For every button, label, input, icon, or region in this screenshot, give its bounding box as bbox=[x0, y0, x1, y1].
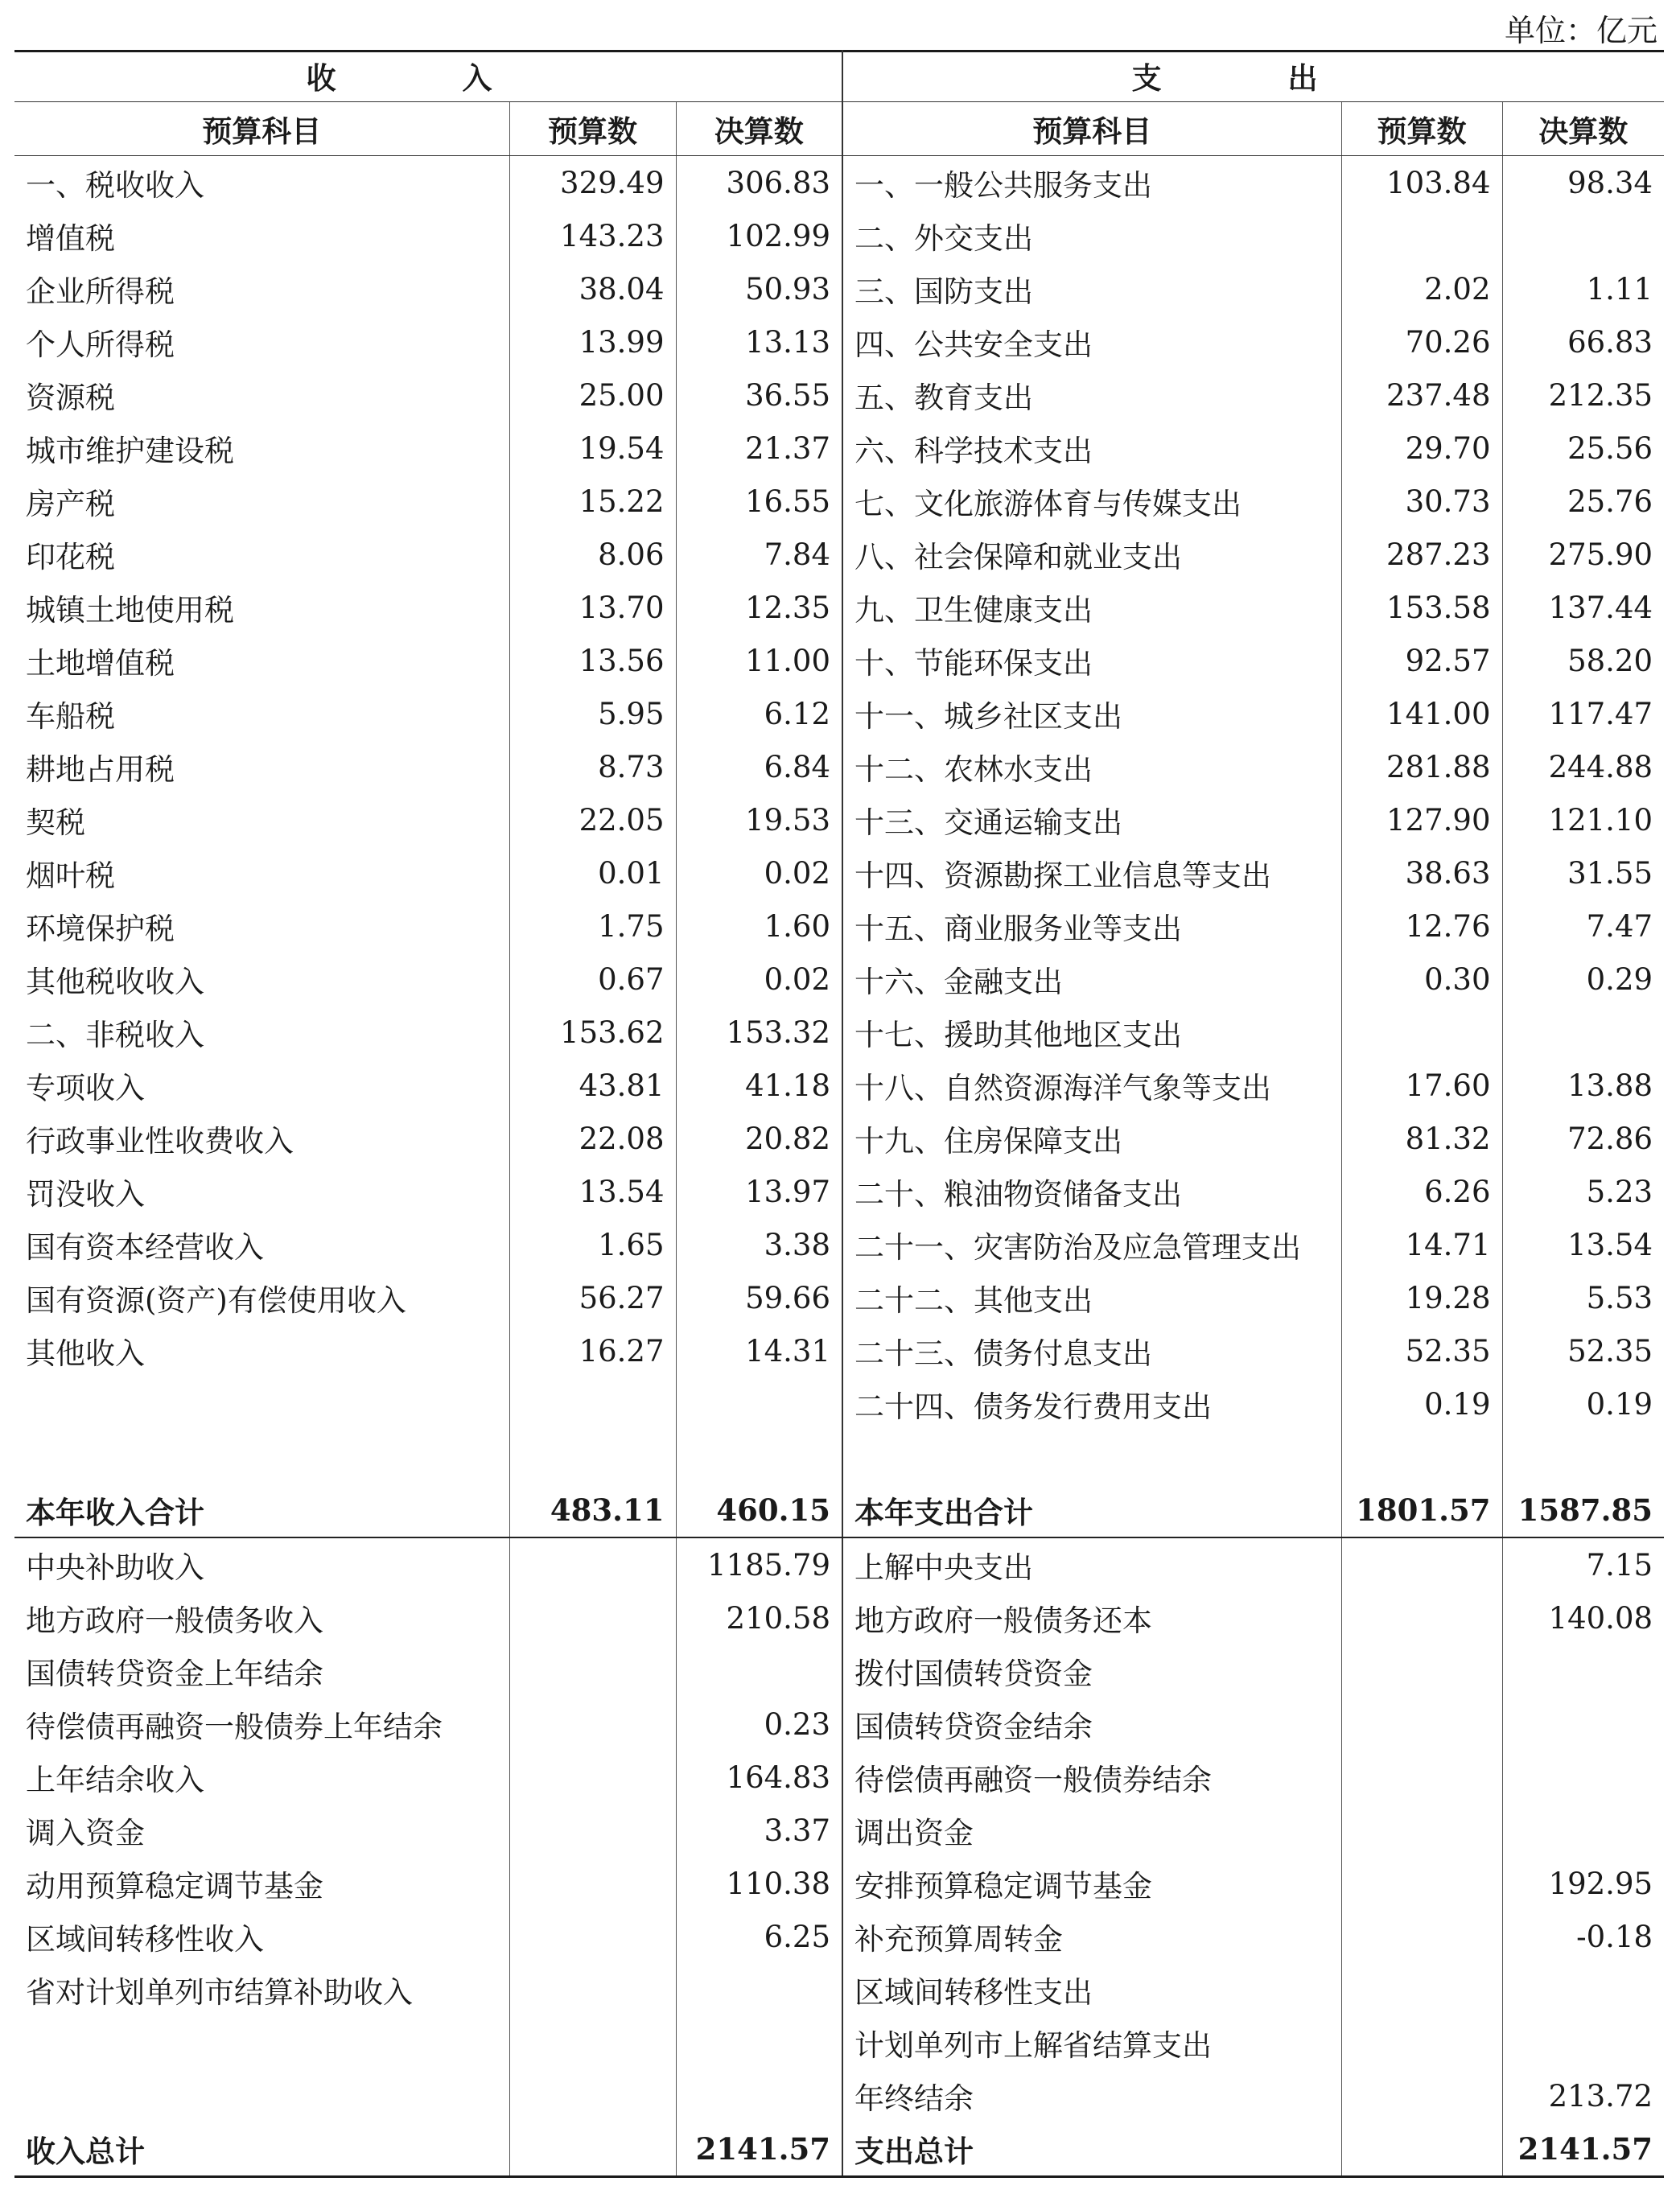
expense-item: 年终结余 bbox=[842, 2069, 1341, 2122]
income-item bbox=[14, 1430, 509, 1484]
expense-final: 0.19 bbox=[1502, 1377, 1664, 1430]
income-item: 二、非税收入 bbox=[26, 1018, 204, 1052]
income-final: 19.53 bbox=[676, 793, 842, 846]
table-row bbox=[14, 899, 1664, 953]
income-final: 3.38 bbox=[676, 1218, 842, 1271]
income-item bbox=[14, 1377, 509, 1430]
expense-item: 国债转贷资金结余 bbox=[842, 1698, 1341, 1751]
table-row bbox=[14, 953, 1664, 1006]
header-income-final: 决算数 bbox=[676, 102, 842, 156]
income-budget: 22.08 bbox=[509, 1112, 676, 1165]
expense-item: 十八、自然资源海洋气象等支出 bbox=[842, 1059, 1341, 1112]
table-row bbox=[14, 740, 1664, 793]
income-total-value: 2141.57 bbox=[676, 2122, 842, 2175]
header-income-budget: 预算数 bbox=[509, 102, 676, 156]
section-income-label: 收 入 bbox=[14, 50, 842, 102]
expense-budget bbox=[1341, 2069, 1502, 2122]
expense-final: 1587.85 bbox=[1502, 1484, 1664, 1537]
expense-budget: 12.76 bbox=[1341, 899, 1502, 953]
income-final: 13.13 bbox=[676, 315, 842, 368]
expense-item: 调出资金 bbox=[842, 1804, 1341, 1857]
expense-final: 66.83 bbox=[1502, 315, 1664, 368]
table-row bbox=[14, 422, 1664, 475]
income-budget: 8.06 bbox=[509, 528, 676, 581]
income-final: 6.12 bbox=[676, 687, 842, 740]
expense-final: -0.18 bbox=[1502, 1910, 1664, 1963]
expense-budget: 6.26 bbox=[1341, 1165, 1502, 1218]
income-final: 153.32 bbox=[676, 1006, 842, 1059]
expense-budget: 38.63 bbox=[1341, 846, 1502, 899]
expense-item: 地方政府一般债务还本 bbox=[842, 1591, 1341, 1644]
table-row bbox=[14, 1484, 1664, 1537]
income-item: 城市维护建设税 bbox=[26, 434, 234, 468]
transfer-row bbox=[14, 2016, 1664, 2069]
income-item: 省对计划单列市结算补助收入 bbox=[26, 1975, 413, 2010]
table-row bbox=[14, 1006, 1664, 1059]
expense-item: 拨付国债转贷资金 bbox=[842, 1644, 1341, 1698]
income-item bbox=[14, 2069, 509, 2122]
expense-final: 25.76 bbox=[1502, 475, 1664, 528]
expense-final bbox=[1502, 1751, 1664, 1804]
income-item: 土地增值税 bbox=[26, 646, 175, 681]
transfer-row bbox=[14, 1698, 1664, 1751]
transfer-row bbox=[14, 1537, 1664, 1591]
expense-budget bbox=[1341, 1591, 1502, 1644]
income-budget: 0.01 bbox=[509, 846, 676, 899]
expense-item: 十五、商业服务业等支出 bbox=[842, 899, 1341, 953]
expense-item: 二十三、债务付息支出 bbox=[842, 1324, 1341, 1377]
expense-budget: 103.84 bbox=[1341, 156, 1502, 210]
expense-item: 四、公共安全支出 bbox=[842, 315, 1341, 368]
expense-budget: 14.71 bbox=[1341, 1218, 1502, 1271]
expense-item: 十三、交通运输支出 bbox=[842, 793, 1341, 846]
income-budget: 19.54 bbox=[509, 422, 676, 475]
income-item: 国债转贷资金上年结余 bbox=[26, 1657, 323, 1691]
expense-total-value: 2141.57 bbox=[1502, 2122, 1664, 2175]
expense-final bbox=[1502, 209, 1664, 262]
income-item: 车船税 bbox=[26, 699, 115, 734]
income-item: 动用预算稳定调节基金 bbox=[26, 1869, 323, 1904]
expense-budget: 141.00 bbox=[1341, 687, 1502, 740]
income-final: 7.84 bbox=[676, 528, 842, 581]
income-final: 1.60 bbox=[676, 899, 842, 953]
expense-final: 137.44 bbox=[1502, 581, 1664, 634]
table-row bbox=[14, 1271, 1664, 1324]
income-final bbox=[676, 2069, 842, 2122]
expense-item: 二十、粮油物资储备支出 bbox=[842, 1165, 1341, 1218]
table-row bbox=[14, 1218, 1664, 1271]
income-item: 专项收入 bbox=[26, 1071, 145, 1105]
income-final: 164.83 bbox=[676, 1751, 842, 1804]
section-header-row bbox=[14, 50, 1664, 102]
unit-label: 单位：亿元 bbox=[1504, 13, 1657, 48]
expense-final: 5.53 bbox=[1502, 1271, 1664, 1324]
header-income-item: 预算科目 bbox=[14, 102, 509, 156]
income-budget bbox=[509, 1377, 676, 1430]
income-budget: 43.81 bbox=[509, 1059, 676, 1112]
income-final: 110.38 bbox=[676, 1857, 842, 1910]
expense-budget: 0.30 bbox=[1341, 953, 1502, 1006]
income-item: 行政事业性收费收入 bbox=[26, 1124, 294, 1159]
income-budget: 329.49 bbox=[509, 156, 676, 210]
expense-item: 十四、资源勘探工业信息等支出 bbox=[842, 846, 1341, 899]
expense-item: 本年支出合计 bbox=[842, 1484, 1341, 1537]
income-final bbox=[676, 1430, 842, 1484]
income-budget: 13.99 bbox=[509, 315, 676, 368]
income-budget: 1.65 bbox=[509, 1218, 676, 1271]
income-final: 0.02 bbox=[676, 953, 842, 1006]
expense-budget: 81.32 bbox=[1341, 1112, 1502, 1165]
income-final: 36.55 bbox=[676, 368, 842, 422]
table-row bbox=[14, 1165, 1664, 1218]
income-budget: 25.00 bbox=[509, 368, 676, 422]
income-budget bbox=[509, 2016, 676, 2069]
income-total-label: 收入总计 bbox=[26, 2134, 145, 2169]
expense-budget: 17.60 bbox=[1341, 1059, 1502, 1112]
expense-item: 三、国防支出 bbox=[842, 262, 1341, 315]
expense-final bbox=[1502, 1963, 1664, 2016]
transfer-row bbox=[14, 2069, 1664, 2122]
income-final bbox=[676, 1644, 842, 1698]
income-budget: 16.27 bbox=[509, 1324, 676, 1377]
income-item: 国有资本经营收入 bbox=[26, 1230, 264, 1265]
expense-budget bbox=[1341, 1644, 1502, 1698]
income-final: 20.82 bbox=[676, 1112, 842, 1165]
expense-final: 213.72 bbox=[1502, 2069, 1664, 2122]
expense-budget bbox=[1341, 1963, 1502, 2016]
transfer-row bbox=[14, 1644, 1664, 1698]
expense-item bbox=[842, 1430, 1341, 1484]
income-budget: 56.27 bbox=[509, 1271, 676, 1324]
expense-item: 待偿债再融资一般债券结余 bbox=[842, 1751, 1341, 1804]
income-item: 调入资金 bbox=[26, 1816, 145, 1850]
expense-final bbox=[1502, 1006, 1664, 1059]
expense-final: 58.20 bbox=[1502, 634, 1664, 687]
income-budget: 1.75 bbox=[509, 899, 676, 953]
income-item: 城镇土地使用税 bbox=[26, 593, 234, 628]
income-item: 地方政府一般债务收入 bbox=[26, 1603, 323, 1638]
income-item: 契税 bbox=[26, 805, 85, 840]
expense-item: 十一、城乡社区支出 bbox=[842, 687, 1341, 740]
table-row bbox=[14, 368, 1664, 422]
column-header-row bbox=[14, 102, 1664, 156]
income-item: 资源税 bbox=[26, 381, 115, 415]
expense-final: 13.54 bbox=[1502, 1218, 1664, 1271]
income-budget bbox=[509, 1804, 676, 1857]
expense-budget: 1801.57 bbox=[1341, 1484, 1502, 1537]
transfer-row bbox=[14, 1591, 1664, 1644]
budget-table bbox=[14, 50, 1664, 2175]
table-row bbox=[14, 262, 1664, 315]
income-item: 增值税 bbox=[26, 221, 115, 256]
expense-final: 7.47 bbox=[1502, 899, 1664, 953]
expense-item: 九、卫生健康支出 bbox=[842, 581, 1341, 634]
income-final bbox=[676, 2016, 842, 2069]
expense-budget bbox=[1341, 2016, 1502, 2069]
expense-final: 52.35 bbox=[1502, 1324, 1664, 1377]
expense-item: 安排预算稳定调节基金 bbox=[842, 1857, 1341, 1910]
income-budget: 38.04 bbox=[509, 262, 676, 315]
table-row bbox=[14, 1324, 1664, 1377]
income-budget: 13.54 bbox=[509, 1165, 676, 1218]
income-final: 102.99 bbox=[676, 209, 842, 262]
grand-total-row bbox=[14, 2122, 1664, 2175]
income-final: 460.15 bbox=[676, 1484, 842, 1537]
income-final: 210.58 bbox=[676, 1591, 842, 1644]
income-final: 21.37 bbox=[676, 422, 842, 475]
table-row bbox=[14, 793, 1664, 846]
income-budget: 13.56 bbox=[509, 634, 676, 687]
header-expense-final: 决算数 bbox=[1502, 102, 1664, 156]
income-budget: 153.62 bbox=[509, 1006, 676, 1059]
transfer-row bbox=[14, 1804, 1664, 1857]
expense-item: 区域间转移性支出 bbox=[842, 1963, 1341, 2016]
expense-budget bbox=[1341, 1804, 1502, 1857]
expense-budget bbox=[1341, 1698, 1502, 1751]
expense-final bbox=[1502, 1430, 1664, 1484]
table-row bbox=[14, 1430, 1664, 1484]
expense-final: 117.47 bbox=[1502, 687, 1664, 740]
income-budget: 22.05 bbox=[509, 793, 676, 846]
expense-budget: 127.90 bbox=[1341, 793, 1502, 846]
income-final: 1185.79 bbox=[676, 1537, 842, 1591]
income-final: 13.97 bbox=[676, 1165, 842, 1218]
income-budget: 8.73 bbox=[509, 740, 676, 793]
expense-item: 十二、农林水支出 bbox=[842, 740, 1341, 793]
section-expense-label: 支 出 bbox=[842, 50, 1664, 102]
income-budget: 15.22 bbox=[509, 475, 676, 528]
expense-budget bbox=[1341, 209, 1502, 262]
expense-item: 二十二、其他支出 bbox=[842, 1271, 1341, 1324]
expense-final bbox=[1502, 1698, 1664, 1751]
table-row bbox=[14, 634, 1664, 687]
table-row bbox=[14, 687, 1664, 740]
transfer-row bbox=[14, 1910, 1664, 1963]
expense-final: 0.29 bbox=[1502, 953, 1664, 1006]
income-budget bbox=[509, 1698, 676, 1751]
expense-total-label: 支出总计 bbox=[842, 2122, 1341, 2175]
income-item: 中央补助收入 bbox=[26, 1550, 204, 1585]
income-item: 个人所得税 bbox=[26, 327, 175, 362]
expense-item: 五、教育支出 bbox=[842, 368, 1341, 422]
expense-item: 七、文化旅游体育与传媒支出 bbox=[842, 475, 1341, 528]
table-row bbox=[14, 528, 1664, 581]
expense-budget: 287.23 bbox=[1341, 528, 1502, 581]
expense-final: 275.90 bbox=[1502, 528, 1664, 581]
income-final: 306.83 bbox=[676, 156, 842, 210]
table-row bbox=[14, 581, 1664, 634]
income-item: 印花税 bbox=[26, 540, 115, 574]
expense-item: 二十一、灾害防治及应急管理支出 bbox=[842, 1218, 1341, 1271]
expense-budget: 0.19 bbox=[1341, 1377, 1502, 1430]
table-row bbox=[14, 209, 1664, 262]
table-bottom-rule bbox=[14, 2175, 1664, 2178]
expense-budget: 281.88 bbox=[1341, 740, 1502, 793]
expense-budget bbox=[1341, 1910, 1502, 1963]
income-budget bbox=[509, 1963, 676, 2016]
income-budget: 13.70 bbox=[509, 581, 676, 634]
expense-budget bbox=[1341, 1751, 1502, 1804]
header-expense-budget: 预算数 bbox=[1341, 102, 1502, 156]
expense-item: 十九、住房保障支出 bbox=[842, 1112, 1341, 1165]
income-item: 烟叶税 bbox=[26, 858, 115, 893]
expense-item: 二十四、债务发行费用支出 bbox=[842, 1377, 1341, 1430]
expense-item: 十、节能环保支出 bbox=[842, 634, 1341, 687]
income-final: 41.18 bbox=[676, 1059, 842, 1112]
expense-final: 244.88 bbox=[1502, 740, 1664, 793]
income-final: 6.84 bbox=[676, 740, 842, 793]
expense-budget bbox=[1341, 1857, 1502, 1910]
expense-budget: 29.70 bbox=[1341, 422, 1502, 475]
income-budget bbox=[509, 1644, 676, 1698]
income-final: 59.66 bbox=[676, 1271, 842, 1324]
expense-final: 1.11 bbox=[1502, 262, 1664, 315]
expense-budget: 19.28 bbox=[1341, 1271, 1502, 1324]
expense-final: 13.88 bbox=[1502, 1059, 1664, 1112]
income-final: 12.35 bbox=[676, 581, 842, 634]
table-row bbox=[14, 1112, 1664, 1165]
income-final: 50.93 bbox=[676, 262, 842, 315]
income-budget bbox=[509, 1537, 676, 1591]
header-expense-item: 预算科目 bbox=[842, 102, 1341, 156]
income-budget bbox=[509, 1857, 676, 1910]
expense-budget: 237.48 bbox=[1341, 368, 1502, 422]
expense-budget: 2.02 bbox=[1341, 262, 1502, 315]
expense-final: 212.35 bbox=[1502, 368, 1664, 422]
income-final: 0.23 bbox=[676, 1698, 842, 1751]
income-item: 国有资源(资产)有偿使用收入 bbox=[26, 1283, 406, 1318]
table-row bbox=[14, 846, 1664, 899]
expense-final: 98.34 bbox=[1502, 156, 1664, 210]
table-row bbox=[14, 1377, 1664, 1430]
income-final: 14.31 bbox=[676, 1324, 842, 1377]
table-row bbox=[14, 475, 1664, 528]
expense-item: 二、外交支出 bbox=[842, 209, 1341, 262]
expense-item: 六、科学技术支出 bbox=[842, 422, 1341, 475]
income-final: 11.00 bbox=[676, 634, 842, 687]
expense-budget bbox=[1341, 1430, 1502, 1484]
income-item: 罚没收入 bbox=[26, 1177, 145, 1212]
income-budget: 143.23 bbox=[509, 209, 676, 262]
income-budget bbox=[509, 1430, 676, 1484]
expense-item: 补充预算周转金 bbox=[842, 1910, 1341, 1963]
expense-budget bbox=[1341, 1537, 1502, 1591]
expense-item: 十七、援助其他地区支出 bbox=[842, 1006, 1341, 1059]
income-item: 耕地占用税 bbox=[26, 752, 175, 787]
income-item: 上年结余收入 bbox=[26, 1763, 204, 1797]
budget-table-body bbox=[14, 50, 1664, 2175]
income-item: 房产税 bbox=[26, 487, 115, 521]
income-item: 企业所得税 bbox=[26, 274, 175, 309]
expense-final: 121.10 bbox=[1502, 793, 1664, 846]
income-item: 其他税收收入 bbox=[26, 965, 204, 999]
transfer-row bbox=[14, 1857, 1664, 1910]
expense-final: 5.23 bbox=[1502, 1165, 1664, 1218]
income-item: 环境保护税 bbox=[26, 912, 175, 946]
expense-budget: 52.35 bbox=[1341, 1324, 1502, 1377]
expense-item: 十六、金融支出 bbox=[842, 953, 1341, 1006]
income-final: 6.25 bbox=[676, 1910, 842, 1963]
income-item: 待偿债再融资一般债券上年结余 bbox=[26, 1710, 443, 1744]
income-item: 本年收入合计 bbox=[14, 1484, 509, 1537]
expense-final: 31.55 bbox=[1502, 846, 1664, 899]
table-row bbox=[14, 315, 1664, 368]
income-budget: 5.95 bbox=[509, 687, 676, 740]
expense-item: 八、社会保障和就业支出 bbox=[842, 528, 1341, 581]
income-budget bbox=[509, 1591, 676, 1644]
income-item: 区域间转移性收入 bbox=[26, 1922, 264, 1957]
expense-final bbox=[1502, 1804, 1664, 1857]
income-budget bbox=[509, 2069, 676, 2122]
income-item bbox=[14, 2016, 509, 2069]
expense-item: 计划单列市上解省结算支出 bbox=[842, 2016, 1341, 2069]
transfer-row bbox=[14, 1963, 1664, 2016]
income-final: 16.55 bbox=[676, 475, 842, 528]
income-budget: 0.67 bbox=[509, 953, 676, 1006]
expense-budget: 30.73 bbox=[1341, 475, 1502, 528]
expense-final: 72.86 bbox=[1502, 1112, 1664, 1165]
expense-final: 7.15 bbox=[1502, 1537, 1664, 1591]
expense-final: 25.56 bbox=[1502, 422, 1664, 475]
expense-budget bbox=[1341, 1006, 1502, 1059]
expense-item: 一、一般公共服务支出 bbox=[842, 156, 1341, 210]
income-item: 一、税收收入 bbox=[26, 168, 204, 203]
expense-budget: 70.26 bbox=[1341, 315, 1502, 368]
income-final: 0.02 bbox=[676, 846, 842, 899]
expense-final: 192.95 bbox=[1502, 1857, 1664, 1910]
expense-budget: 153.58 bbox=[1341, 581, 1502, 634]
income-budget: 483.11 bbox=[509, 1484, 676, 1537]
income-total-budget bbox=[509, 2122, 676, 2175]
expense-budget: 92.57 bbox=[1341, 634, 1502, 687]
transfer-row bbox=[14, 1751, 1664, 1804]
table-row bbox=[14, 156, 1664, 210]
income-final: 3.37 bbox=[676, 1804, 842, 1857]
expense-final bbox=[1502, 1644, 1664, 1698]
expense-total-budget bbox=[1341, 2122, 1502, 2175]
income-budget bbox=[509, 1751, 676, 1804]
table-row bbox=[14, 1059, 1664, 1112]
income-budget bbox=[509, 1910, 676, 1963]
expense-final: 140.08 bbox=[1502, 1591, 1664, 1644]
expense-item: 上解中央支出 bbox=[842, 1537, 1341, 1591]
income-final bbox=[676, 1963, 842, 2016]
income-item: 其他收入 bbox=[26, 1336, 145, 1371]
expense-final bbox=[1502, 2016, 1664, 2069]
income-final bbox=[676, 1377, 842, 1430]
